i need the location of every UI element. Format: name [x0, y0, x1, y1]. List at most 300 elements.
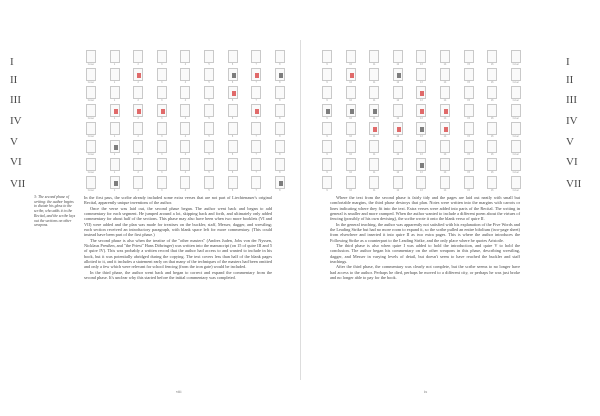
booklet-page: [133, 122, 143, 135]
page-label: 3: [161, 63, 163, 66]
page-label: 4: [184, 153, 187, 156]
booklet-page: [228, 122, 238, 135]
quire-label-left: II: [10, 74, 18, 86]
booklet-page: [369, 176, 379, 189]
page-label: 1: [113, 135, 116, 138]
page-label: 1: [113, 81, 116, 84]
booklet-page: [180, 50, 190, 63]
booklet-page: [204, 176, 214, 189]
quire-label-left: VI: [10, 156, 22, 168]
booklet-page: [416, 140, 426, 153]
booklet-page: [110, 122, 120, 135]
booklet-page: [86, 176, 96, 189]
booklet-page: [464, 122, 474, 135]
page-label: Cover: [512, 63, 519, 66]
page-label: 5: [208, 99, 210, 102]
page-label: 12: [396, 153, 400, 156]
booklet-page: [86, 122, 96, 135]
page-label: 2: [137, 99, 139, 102]
booklet-page: [511, 158, 521, 171]
page-label: 10: [349, 189, 352, 192]
page-label: 1: [113, 171, 116, 174]
page-label: Cover: [87, 153, 95, 156]
booklet-page: [440, 86, 450, 99]
booklet-page: [346, 104, 356, 117]
booklet-page: [180, 176, 190, 189]
booklet-page: [464, 104, 474, 117]
booklet-page: [393, 104, 403, 117]
booklet-page: [275, 122, 285, 135]
booklet-page: [369, 122, 379, 135]
page-label: 16: [490, 63, 494, 66]
booklet-page: [416, 104, 426, 117]
quire-label-left: VII: [10, 178, 26, 190]
page-label: 13: [420, 153, 423, 156]
page-label: Cover: [512, 81, 519, 84]
page-label: Cover: [512, 189, 519, 192]
quire-label-right: V: [566, 136, 574, 148]
page-label: Cover: [87, 189, 95, 192]
page-highlight-gray: [420, 163, 424, 168]
booklet-page: [487, 68, 497, 81]
booklet-page: [251, 68, 261, 81]
quire-label-left: III: [10, 94, 21, 106]
page-label: 8: [279, 189, 281, 192]
quire-label-right: VII: [566, 178, 582, 190]
page-label: 2: [137, 63, 139, 66]
booklet-page: [393, 176, 403, 189]
page-label: 16: [490, 81, 494, 84]
booklet-page: [369, 140, 379, 153]
booklet-page: [369, 68, 379, 81]
page-highlight-red: [350, 73, 354, 78]
booklet-page: [157, 176, 167, 189]
page-label: 13: [420, 63, 423, 66]
page-label: 7: [255, 117, 257, 120]
page-label: 13: [420, 81, 423, 84]
booklet-page: [511, 140, 521, 153]
booklet-page: [133, 86, 143, 99]
page-label: 1: [113, 117, 116, 120]
page-label: 6: [231, 135, 234, 138]
page-label: 16: [490, 189, 494, 192]
booklet-page: [369, 104, 379, 117]
page-highlight-red: [137, 109, 141, 114]
booklet-page: [204, 122, 214, 135]
page-label: 12: [396, 135, 400, 138]
left-paragraph: Once the verse was laid out, the second phase began. The author went back and began to add commentary for each segment. He jumped around a lot, skipping back and forth, and ultimately only added commentary for about half of the sections. This phase may also have been when two more booklets (VI and VII) were added and the plan was made for treatises on the buckler, staff, Messer, dagger, and wrestling; each section received an introductory paragraph, with blank space left for more commentary. (This could instead have been part of the first phase.): [84, 205, 272, 238]
page-label: Cover: [512, 99, 519, 102]
page-highlight-red: [137, 73, 141, 78]
booklet-page: [204, 158, 214, 171]
booklet-page: [511, 50, 521, 63]
booklet-page: [511, 176, 521, 189]
page-highlight-red: [161, 109, 165, 114]
booklet-page: [440, 176, 450, 189]
booklet-page: [180, 158, 190, 171]
page-label: 7: [255, 81, 257, 84]
page-label: 4: [184, 117, 187, 120]
page-label: 11: [372, 99, 376, 102]
page-label: 13: [420, 171, 423, 174]
booklet-page: [416, 158, 426, 171]
booklet-page: [251, 86, 261, 99]
page-label: 12: [396, 63, 400, 66]
page-label: 9: [326, 189, 328, 192]
page-highlight-red: [420, 91, 424, 96]
booklet-page: [110, 50, 120, 63]
booklet-page: [86, 68, 96, 81]
quire-label-right: III: [566, 94, 577, 106]
left-paragraph: The second phase is also when the treatise of the "other masters" (Andres Juden, Jobs von der Nyssen, Nicklaus Preußen, and "the Priest" Hans Döbringer) was written into the manuscript (on 15 of quire III and 5 of quire IV). This was probably a written record that the author had access to and wanted to include in his book, but it was potentially abridged during the copying. The text covers less than half of the blank pages allotted to it, and it includes a statement early on that many of the techniques of the masters had been omitted and only a few which were relevant for school fencing (from the iron gate) would be included.: [84, 237, 272, 270]
page-highlight-red: [420, 109, 424, 114]
booklet-page: [228, 104, 238, 117]
page-label: 11: [372, 189, 376, 192]
page-label: 5: [208, 153, 210, 156]
booklet-page: [251, 50, 261, 63]
right-paragraph: After the third phase, the commentary was clearly not complete, but the scribe seems to no longer have had access to the author. Perhaps he died, perhaps he moved to a different city, or perhaps he was just broke and no longer able to pay for the book.: [330, 264, 520, 281]
page-label: 2: [137, 171, 139, 174]
booklet-page: [487, 50, 497, 63]
booklet-page: [275, 50, 285, 63]
page-highlight-gray: [279, 73, 283, 78]
page-highlight-gray: [373, 109, 377, 114]
booklet-page: [393, 68, 403, 81]
page-label: 9: [326, 81, 328, 84]
page-label: 2: [137, 81, 139, 84]
booklet-page: [275, 158, 285, 171]
booklet-page: [228, 86, 238, 99]
booklet-page: [322, 158, 332, 171]
page-label: 11: [372, 135, 376, 138]
booklet-page: [464, 158, 474, 171]
page-label: 10: [349, 135, 352, 138]
booklet-page: [228, 50, 238, 63]
page-label: Cover: [87, 81, 95, 84]
booklet-page: [487, 140, 497, 153]
booklet-page: [157, 86, 167, 99]
page-label: 10: [349, 63, 352, 66]
booklet-page: [511, 122, 521, 135]
page-label: 8: [279, 63, 281, 66]
page-label: 3: [161, 135, 163, 138]
booklet-page: [487, 86, 497, 99]
right-paragraph: In the general teaching, the author was apparently not satisfied with his explanation of the Five Words and the Leading Strike but had no more room to expand it, so the scribe pulled an entire bifolium (two-page sheet) from elsewhere and inserted it into quire II as two extra pages. This is where the author introduces the Following Strike as a counterpart to the Leading Strike, and the only place where he quotes Aristotle.: [330, 221, 520, 243]
booklet-page: [346, 50, 356, 63]
booklet-page: [157, 122, 167, 135]
page-label: 15: [467, 153, 470, 156]
booklet-page: [511, 68, 521, 81]
page-label: 13: [420, 117, 423, 120]
page-label: 12: [396, 189, 400, 192]
page-label: Cover: [512, 117, 519, 120]
page-label: 5: [208, 189, 210, 192]
booklet-page: [440, 158, 450, 171]
folio-right: ix: [424, 389, 428, 394]
page-label: 14: [443, 117, 447, 120]
booklet-page: [157, 68, 167, 81]
page-label: 8: [279, 99, 281, 102]
booklet-page: [180, 122, 190, 135]
page-label: 8: [279, 171, 281, 174]
booklet-page: [346, 140, 356, 153]
page-label: Cover: [87, 135, 95, 138]
booklet-page: [322, 86, 332, 99]
left-body-text: [84, 195, 272, 281]
page-label: 6: [231, 99, 234, 102]
left-paragraph: In the first pass, the scribe already included some extra verses that are not part of Liechtenauer's original Recital, apparently unique inventions of the author.: [84, 195, 272, 206]
page-label: 13: [420, 135, 423, 138]
booklet-page: [322, 176, 332, 189]
page-label: 10: [349, 153, 352, 156]
right-body-text: [330, 195, 520, 281]
page-label: 14: [443, 189, 447, 192]
page-label: 1: [113, 153, 116, 156]
page-label: 6: [231, 63, 234, 66]
booklet-page: [322, 50, 332, 63]
booklet-page: [369, 86, 379, 99]
booklet-page: [487, 104, 497, 117]
page-label: 4: [184, 81, 187, 84]
quire-label-right: II: [566, 74, 574, 86]
page-label: 9: [326, 63, 328, 66]
booklet-page: [228, 68, 238, 81]
page-label: Cover: [87, 99, 95, 102]
page-label: 3: [161, 189, 163, 192]
booklet-page: [86, 104, 96, 117]
page-highlight-red: [373, 127, 377, 132]
page-label: 9: [326, 99, 328, 102]
quire-label-left: IV: [10, 115, 22, 127]
page-label: 14: [443, 63, 447, 66]
page-label: 7: [255, 63, 257, 66]
booklet-page: [180, 68, 190, 81]
page-label: 4: [184, 171, 187, 174]
page-highlight-gray: [232, 73, 236, 78]
booklet-page: [180, 86, 190, 99]
page-label: 12: [396, 171, 400, 174]
booklet-page: [180, 140, 190, 153]
booklet-page: [346, 86, 356, 99]
page-label: 6: [231, 81, 234, 84]
booklet-page: [228, 158, 238, 171]
page-label: 6: [231, 117, 234, 120]
page-label: 8: [279, 153, 281, 156]
booklet-page: [322, 122, 332, 135]
booklet-page: [416, 68, 426, 81]
booklet-page: [204, 68, 214, 81]
page-label: 4: [184, 63, 187, 66]
page-label: 10: [349, 171, 352, 174]
booklet-page: [110, 176, 120, 189]
booklet-page: [346, 176, 356, 189]
page-label: 14: [443, 99, 447, 102]
booklet-page: [133, 50, 143, 63]
page-label: 10: [349, 81, 352, 84]
page-label: 14: [443, 81, 447, 84]
page-label: 2: [137, 117, 139, 120]
booklet-page: [393, 158, 403, 171]
booklet-page: [440, 140, 450, 153]
page-label: 12: [396, 117, 400, 120]
page-label: 16: [490, 135, 494, 138]
booklet-page: [228, 176, 238, 189]
page-highlight-red: [397, 127, 401, 132]
page-label: 15: [467, 135, 470, 138]
page-label: Cover: [87, 117, 95, 120]
page-label: 1: [113, 189, 116, 192]
booklet-page: [204, 140, 214, 153]
booklet-page: [393, 86, 403, 99]
booklet-page: [275, 140, 285, 153]
booklet-page: [204, 104, 214, 117]
page-highlight-red: [444, 109, 448, 114]
page-label: 5: [208, 135, 210, 138]
booklet-page: [393, 140, 403, 153]
folio-left: viii: [176, 389, 182, 394]
booklet-page: [487, 122, 497, 135]
booklet-page: [204, 86, 214, 99]
booklet-page: [440, 50, 450, 63]
booklet-page: [416, 50, 426, 63]
page-highlight-red: [232, 91, 236, 96]
booklet-page: [157, 50, 167, 63]
page-label: 5: [208, 63, 210, 66]
booklet-page: [110, 158, 120, 171]
quire-label-right: VI: [566, 156, 578, 168]
gutter-divider: [300, 40, 301, 380]
page-label: 11: [372, 81, 376, 84]
page-label: 5: [208, 117, 210, 120]
page-label: 15: [467, 81, 470, 84]
page-highlight-gray: [420, 127, 424, 132]
booklet-page: [487, 158, 497, 171]
page-highlight-red: [255, 73, 259, 78]
booklet-page: [86, 86, 96, 99]
page-label: 4: [184, 99, 187, 102]
page-label: 1: [113, 99, 116, 102]
page-highlight-gray: [114, 181, 118, 186]
page-label: 2: [137, 135, 139, 138]
page-label: 16: [490, 171, 494, 174]
page-label: 4: [184, 135, 187, 138]
quire-label-left: I: [10, 56, 14, 68]
booklet-page: [416, 122, 426, 135]
page-highlight-gray: [326, 109, 330, 114]
booklet-page: [393, 122, 403, 135]
page-label: 6: [231, 171, 234, 174]
booklet-page: [133, 68, 143, 81]
booklet-page: [133, 158, 143, 171]
page-label: 3: [161, 81, 163, 84]
page-label: 16: [490, 153, 494, 156]
page-label: 15: [467, 189, 470, 192]
booklet-page: [86, 140, 96, 153]
booklet-page: [110, 86, 120, 99]
page-label: Cover: [87, 171, 95, 174]
booklet-page: [133, 140, 143, 153]
booklet-page: [133, 104, 143, 117]
booklet-page: [228, 140, 238, 153]
left-sidenote: 3: The second phase of writing: the author begins to dictate his gloss to the scribe, who adds it to the Recital, and the scribe lays out the sections on other weapons.: [34, 195, 76, 228]
page-label: Cover: [512, 171, 519, 174]
booklet-page: [275, 68, 285, 81]
booklet-page: [440, 68, 450, 81]
booklet-page: [440, 122, 450, 135]
page-label: 11: [372, 117, 376, 120]
page-label: 1: [113, 63, 116, 66]
booklet-page: [110, 104, 120, 117]
page-label: 7: [255, 189, 257, 192]
booklet-page: [487, 176, 497, 189]
booklet-page: [157, 104, 167, 117]
page-label: 2: [137, 189, 139, 192]
page-label: 11: [372, 171, 376, 174]
page-label: 9: [326, 153, 328, 156]
booklet-page: [393, 50, 403, 63]
quire-label-left: V: [10, 136, 18, 148]
booklet-page: [369, 158, 379, 171]
right-paragraph: The third phase is also when quire I was added to hold the introduction, and quire V to hold the conclusion. The author began his commentary on the other weapons in this phase, describing wrestling, dagger, and Messer in varying levels of detail, but doesn't seem to have reached the buckler and staff teachings.: [330, 243, 520, 265]
page-label: 10: [349, 99, 352, 102]
page-label: 3: [161, 99, 163, 102]
booklet-page: [86, 50, 96, 63]
page-label: 15: [467, 99, 470, 102]
booklet-page: [416, 176, 426, 189]
page-label: 9: [326, 117, 328, 120]
quire-label-right: I: [566, 56, 570, 68]
page-label: Cover: [512, 153, 519, 156]
booklet-page: [275, 86, 285, 99]
page-label: 9: [326, 171, 328, 174]
booklet-page: [251, 140, 261, 153]
booklet-page: [464, 50, 474, 63]
booklet-page: [110, 68, 120, 81]
page-label: Cover: [512, 135, 519, 138]
quire-label-right: IV: [566, 115, 578, 127]
booklet-page: [157, 140, 167, 153]
page-label: 9: [326, 135, 328, 138]
page-label: 14: [443, 135, 447, 138]
booklet-page: [464, 68, 474, 81]
page-highlight-red: [114, 109, 118, 114]
booklet-page: [369, 50, 379, 63]
booklet-page: [346, 158, 356, 171]
page-highlight-gray: [350, 109, 354, 114]
page-label: 12: [396, 99, 400, 102]
page-label: 4: [184, 189, 187, 192]
booklet-page: [110, 140, 120, 153]
page-label: 8: [279, 135, 281, 138]
page-label: 2: [137, 153, 139, 156]
booklet-page: [180, 104, 190, 117]
booklet-page: [346, 68, 356, 81]
booklet-page: [322, 140, 332, 153]
page-highlight-red: [255, 109, 259, 114]
page-label: 7: [255, 153, 257, 156]
booklet-page: [440, 104, 450, 117]
booklet-page: [204, 50, 214, 63]
booklet-page: [275, 104, 285, 117]
page-highlight-gray: [114, 145, 118, 150]
page-label: 7: [255, 99, 257, 102]
booklet-page: [251, 122, 261, 135]
page-label: 15: [467, 171, 470, 174]
page-label: 3: [161, 171, 163, 174]
page-label: 6: [231, 189, 234, 192]
page-label: 13: [420, 189, 423, 192]
page-label: 6: [231, 153, 234, 156]
